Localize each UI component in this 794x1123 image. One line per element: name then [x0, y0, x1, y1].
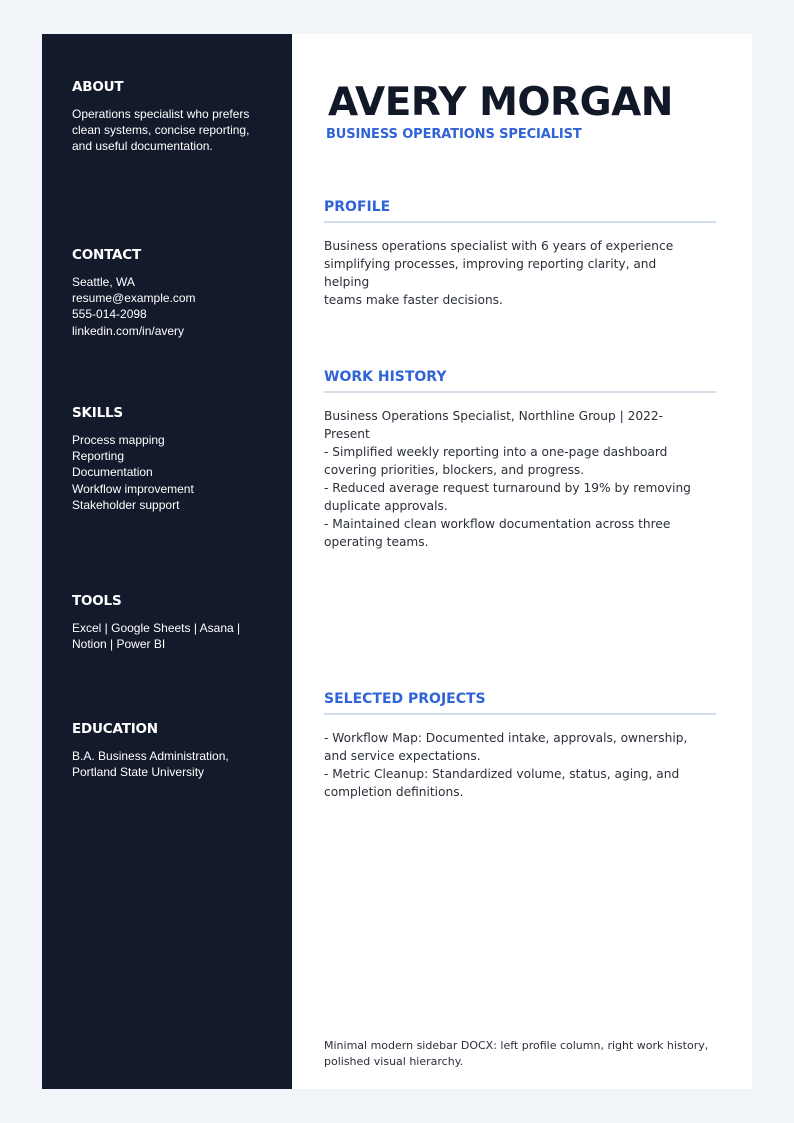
tools-heading: TOOLS: [72, 593, 122, 609]
contact-email: resume@example.com: [72, 291, 196, 306]
project-line: - Metric Cleanup: Standardized volume, status, aging, and: [324, 767, 680, 781]
education-section: [72, 720, 272, 780]
main-column: [292, 34, 752, 1089]
profile-line: simplifying processes, improving reporting clarity, and helping: [324, 257, 657, 289]
skills-list: [72, 432, 272, 513]
project-line: completion definitions.: [324, 785, 464, 799]
education-line: Portland State University: [72, 765, 205, 780]
skill-item: Reporting: [72, 449, 125, 464]
resume-page: [42, 34, 752, 1089]
candidate-role: BUSINESS OPERATIONS SPECIALIST: [326, 127, 582, 142]
about-text: [72, 106, 272, 155]
work-history-line: covering priorities, blockers, and progress.: [324, 463, 585, 477]
about-heading: ABOUT: [72, 79, 124, 95]
skill-item: Process mapping: [72, 433, 165, 447]
projects-body: [324, 729, 704, 801]
work-history-line: operating teams.: [324, 535, 429, 549]
education-text: [72, 748, 272, 780]
profile-section: [324, 198, 716, 309]
education-line: B.A. Business Administration,: [72, 749, 229, 763]
projects-section: [324, 690, 716, 801]
about-section: [72, 78, 272, 155]
contact-location: Seattle, WA: [72, 275, 135, 289]
profile-heading: PROFILE: [324, 198, 716, 223]
education-heading: EDUCATION: [72, 721, 158, 737]
work-history-section: [324, 368, 716, 551]
tools-line: Excel | Google Sheets | Asana |: [72, 621, 241, 635]
work-history-line: - Simplified weekly reporting into a one-page dashboard: [324, 445, 668, 459]
profile-body: [324, 237, 704, 309]
contact-linkedin: linkedin.com/in/avery: [72, 323, 185, 338]
contact-section: [72, 246, 272, 339]
sidebar: [42, 34, 292, 1089]
about-line: clean systems, concise reporting,: [72, 123, 250, 138]
skills-section: [72, 404, 272, 513]
work-history-line: duplicate approvals.: [324, 499, 448, 513]
project-line: and service expectations.: [324, 749, 481, 763]
skills-heading: SKILLS: [72, 405, 123, 421]
contact-heading: CONTACT: [72, 247, 142, 263]
contact-list: [72, 274, 272, 339]
tools-section: [72, 592, 272, 652]
project-line: - Workflow Map: Documented intake, approvals, ownership,: [324, 731, 688, 745]
work-history-line: - Reduced average request turnaround by 19% by removing: [324, 481, 691, 495]
footer-line: polished visual hierarchy.: [324, 1055, 464, 1068]
work-history-line: - Maintained clean workflow documentation across three: [324, 517, 671, 531]
profile-line: teams make faster decisions.: [324, 293, 503, 307]
candidate-name: AVERY MORGAN: [328, 80, 673, 125]
profile-line: Business operations specialist with 6 years of experience: [324, 239, 674, 253]
skill-item: Documentation: [72, 465, 153, 480]
skill-item: Workflow improvement: [72, 481, 194, 496]
contact-phone: 555-014-2098: [72, 307, 147, 322]
footer-note: [324, 1038, 714, 1070]
work-history-line: Business Operations Specialist, Northline Group | 2022-Present: [324, 409, 663, 441]
tools-line: Notion | Power BI: [72, 637, 166, 652]
work-history-heading: WORK HISTORY: [324, 368, 716, 393]
work-history-body: [324, 407, 704, 551]
tools-text: [72, 620, 272, 652]
about-line: Operations specialist who prefers: [72, 107, 250, 121]
skill-item: Stakeholder support: [72, 497, 180, 512]
about-line: and useful documentation.: [72, 139, 213, 154]
footer-line: Minimal modern sidebar DOCX: left profile column, right work history,: [324, 1039, 709, 1052]
projects-heading: SELECTED PROJECTS: [324, 690, 716, 715]
